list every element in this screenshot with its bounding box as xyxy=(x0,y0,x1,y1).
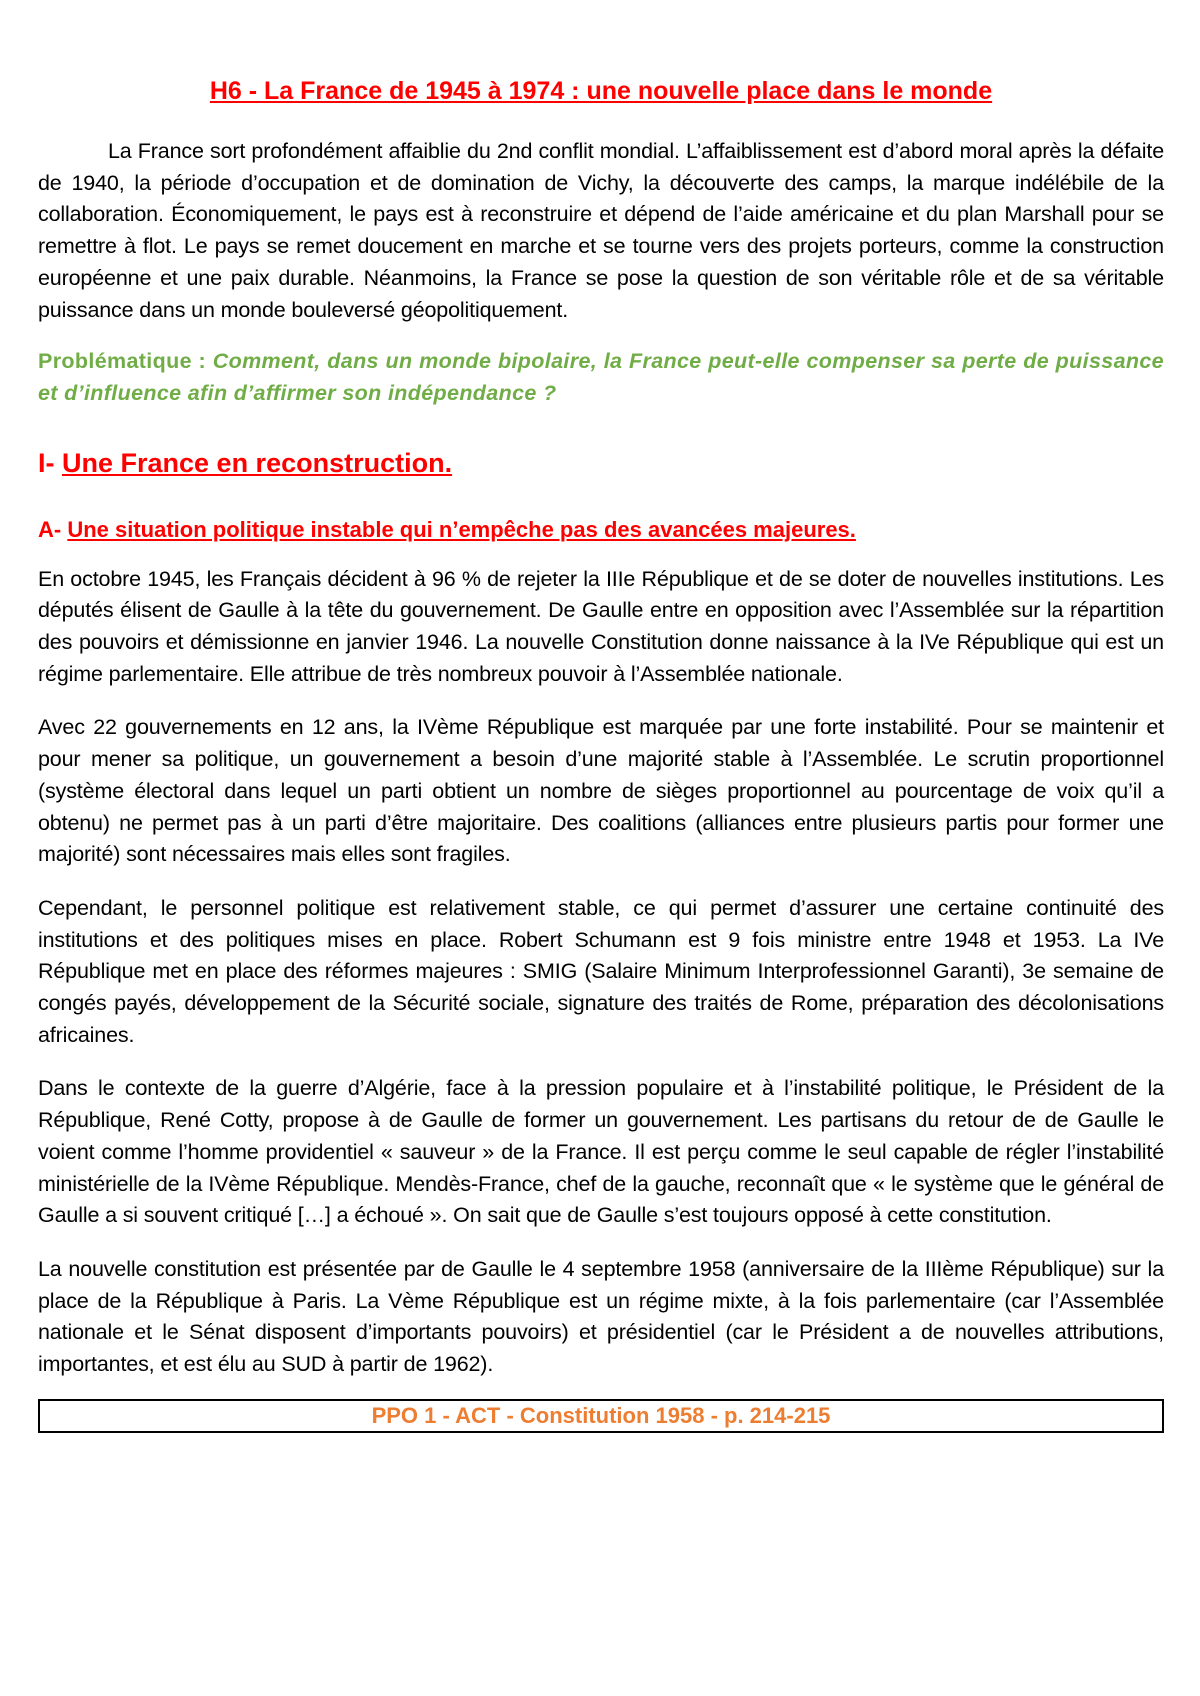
section-title: Une France en reconstruction. xyxy=(62,447,453,478)
subsection-heading-a xyxy=(38,516,1164,544)
paragraph-constitution-1946: En octobre 1945, les Français décident à 96 % de rejeter la IIIe République et de se doter de nouvelles institutions. Les députés élisent de Gaulle à la tête du gouvernement. De Gaulle entre en opposition avec l’Assemblée sur la répartition des pouvoirs et démissionne en janvier 1946. La nouvelle Constitution donne naissance à la IVe République qui est un régime parlementaire. Elle attribue de très nombreux pouvoir à l’Assemblée nationale. xyxy=(38,566,1164,686)
intro-paragraph: La France sort profondément affaiblie du 2nd conflit mondial. L’affaiblissement est d’abord moral après la défaite de 1940, la période d’occupation et de domination de Vichy, la découverte des camps, la marque indélébile de la collaboration. Économiquement, le pays est à reconstruire et dépend de l’aide américaine et du plan Marshall pour se remettre à flot. Le pays se remet doucement en marche et se tourne vers des projets porteurs, comme la construction européenne et une paix durable. Néanmoins, la France se pose la question de son véritable rôle et de sa véritable puissance dans un monde bouleversé géopolitiquement. xyxy=(38,139,1164,322)
problematique xyxy=(38,346,1164,409)
subsection-number: A- xyxy=(38,516,68,542)
section-heading-1 xyxy=(38,446,1164,480)
problematique-label: Problématique : xyxy=(38,349,213,374)
section-number: I- xyxy=(38,447,62,478)
problematique-question: Comment, dans un monde bipolaire, la France peut-elle compenser sa perte de puissance et d’influence afin d’affirmer son indépendance ? xyxy=(38,349,1164,405)
page-title: H6 - La France de 1945 à 1974 : une nouvelle place dans le monde xyxy=(209,77,993,105)
document-page xyxy=(38,0,1164,1433)
ppo-activity-box: PPO 1 - ACT - Constitution 1958 - p. 214-215 xyxy=(38,1399,1164,1433)
paragraph-fifth-republic: La nouvelle constitution est présentée par de Gaulle le 4 septembre 1958 (anniversaire de la IIIème République) sur la place de la République à Paris. La Vème République est un régime mixte, à la fois parlementaire (car l’Assemblée nationale et le Sénat disposent d’importants pouvoirs) et présidentiel (car le Président a de nouvelles attributions, importantes, et est élu au SUD à partir de 1962). xyxy=(38,1256,1164,1377)
paragraph-instability: Avec 22 gouvernements en 12 ans, la IVème République est marquée par une forte instabilité. Pour se maintenir et pour mener sa politique, un gouvernement a besoin d’une majorité stable à l’Assemblée. Le scrutin proportionnel (système électoral dans lequel un parti obtient un nombre de sièges proportionnel au pourcentage de voix qu’il a obtenu) ne permet pas à un parti d’être majoritaire. Des coalitions (alliances entre plusieurs partis pour former une majorité) sont nécessaires mais elles sont fragiles. xyxy=(38,715,1164,867)
paragraph-algeria: Dans le contexte de la guerre d’Algérie, face à la pression populaire et à l’instabilité politique, le Président de la République, René Cotty, propose à de Gaulle de former un gouvernement. Les partisans du retour de de Gaulle le voient comme l’homme providentiel « sauveur » de la France. Il est perçu comme le seul capable de régler l’instabilité ministérielle de la IVème République. Mendès-France, chef de la gauche, reconnaît que « le système que le général de Gaulle a si souvent critiqué […] a échoué ». On sait que de Gaulle s’est toujours opposé à cette constitution. xyxy=(38,1076,1164,1228)
paragraph-reforms: Cependant, le personnel politique est relativement stable, ce qui permet d’assurer une certaine continuité des institutions et des politiques mises en place. Robert Schumann est 9 fois ministre entre 1948 et 1953. La IVe République met en place des réformes majeures : SMIG (Salaire Minimum Interprofessionnel Garanti), 3e semaine de congés payés, développement de la Sécurité sociale, signature des traités de Rome, préparation des décolonisations africaines. xyxy=(38,895,1164,1047)
subsection-title: Une situation politique instable qui n’empêche pas des avancées majeures. xyxy=(67,516,856,542)
